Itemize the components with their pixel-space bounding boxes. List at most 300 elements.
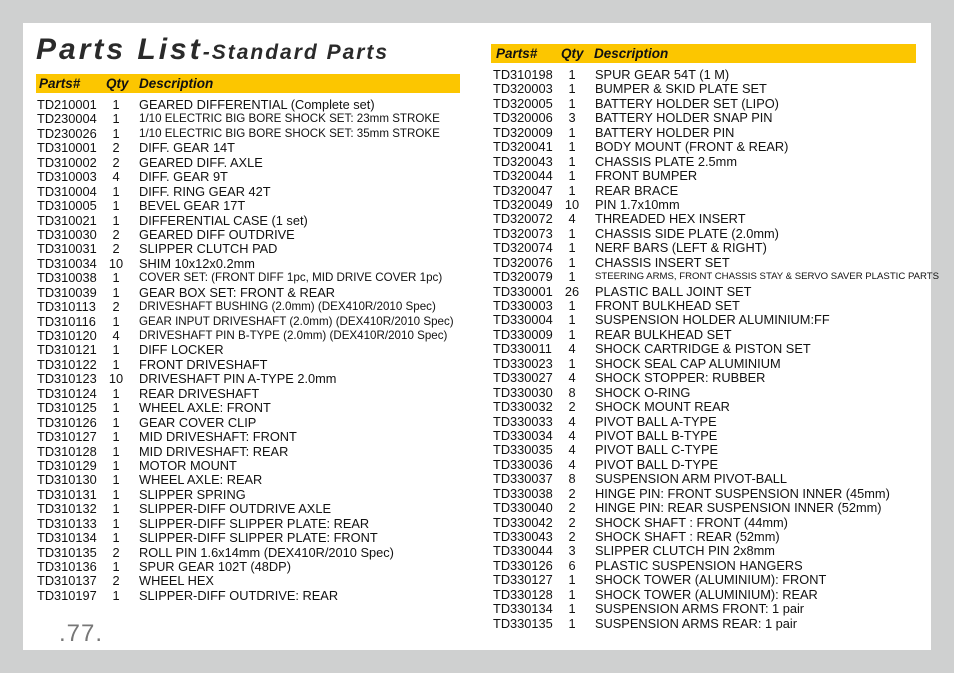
table-row [37,502,467,516]
table-row [37,127,467,141]
header-qty: Qty [561,46,584,61]
part-qty: 1 [568,182,576,198]
part-qty: 1 [568,95,576,111]
table-row [493,241,923,255]
part-description: SHIM 10x12x0.2mm [139,255,255,271]
part-number: TD330126 [493,557,553,573]
table-row [37,387,467,401]
part-qty: 1 [568,601,576,617]
table-row [493,544,923,558]
part-description: CHASSIS INSERT SET [595,254,730,270]
part-number: TD310128 [37,443,97,459]
part-number: TD310031 [37,241,97,257]
header-description: Description [594,46,669,61]
table-row [493,487,923,501]
table-row [493,530,923,544]
part-number: TD310002 [37,154,97,170]
part-number: TD310198 [493,67,553,82]
table-row [493,357,923,371]
part-description: SUSPENSION ARMS REAR: 1 pair [595,615,797,631]
table-row [37,214,467,228]
part-qty: 26 [564,283,580,299]
part-number: TD330011 [493,341,552,357]
part-qty: 1 [568,298,576,313]
part-number: TD310001 [37,140,97,156]
part-qty: 4 [568,456,576,472]
table-row [493,198,923,212]
part-qty: 4 [568,341,576,357]
part-number: TD330038 [493,485,553,501]
part-qty: 2 [112,226,120,242]
part-qty: 4 [568,370,576,386]
part-number: TD320074 [493,240,553,256]
part-description: SHOCK TOWER (ALUMINIUM): FRONT [595,572,827,588]
table-row [37,257,467,271]
part-qty: 1 [568,153,576,169]
part-description: SLIPPER CLUTCH PIN 2x8mm [595,543,775,559]
part-description: HINGE PIN: REAR SUSPENSION INNER (52mm) [595,500,882,516]
table-row [37,372,467,386]
part-number: TD310003 [37,169,97,185]
part-number: TD310124 [37,385,97,401]
table-row [493,299,923,313]
part-description: SLIPPER-DIFF SLIPPER PLATE: REAR [139,515,370,531]
table-row [493,342,923,356]
part-qty: 10 [108,255,124,271]
part-qty: 1 [112,501,120,517]
part-number: TD320009 [493,124,553,140]
table-row [37,343,467,357]
part-qty: 1 [568,225,576,241]
part-qty: 1 [112,400,120,416]
part-number: TD330044 [493,543,553,559]
part-qty: 1 [112,97,120,112]
table-row [493,617,923,631]
part-description: HINGE PIN: FRONT SUSPENSION INNER (45mm) [595,485,890,501]
table-row [37,459,467,473]
part-qty: 1 [568,124,576,140]
part-description: DRIVESHAFT PIN B-TYPE (2.0mm) (DEX410R/2010 Spec) [139,329,448,342]
table-row [493,602,923,616]
part-number: TD210001 [37,97,97,112]
part-qty: 2 [112,140,120,156]
part-description: DRIVESHAFT PIN A-TYPE 2.0mm [139,371,337,387]
part-number: TD330001 [493,283,553,299]
part-description: GEARED DIFFERENTIAL (Complete set) [139,97,375,112]
table-row [493,169,923,183]
part-number: TD320072 [493,211,553,227]
part-number: TD310021 [37,212,97,228]
part-description: GEARED DIFF OUTDRIVE [139,226,295,242]
table-row [37,315,467,329]
part-qty: 1 [568,254,576,270]
part-description: GEARED DIFF. AXLE [139,154,263,170]
part-qty: 4 [568,442,576,458]
part-qty: 4 [112,328,120,343]
part-description: GEAR INPUT DRIVESHAFT (2.0mm) (DEX410R/2010 Spec) [139,314,454,328]
table-row [37,242,467,256]
part-description: FRONT DRIVESHAFT [139,356,268,372]
part-description: REAR BRACE [595,182,679,198]
part-qty: 4 [568,413,576,429]
part-number: TD230004 [37,111,97,127]
table-row [493,588,923,602]
part-number: TD310137 [37,573,97,589]
table-row [37,156,467,170]
part-number: TD320044 [493,168,553,184]
part-description: PIVOT BALL B-TYPE [595,427,718,443]
part-description: STEERING ARMS, FRONT CHASSIS STAY & SERVO SAVER PLASTIC PARTS [595,271,940,283]
left-table-header [36,74,460,93]
part-qty: 1 [112,429,120,445]
table-row [493,472,923,486]
part-qty: 8 [568,384,576,400]
part-qty: 1 [568,67,576,82]
part-qty: 10 [564,196,580,212]
page-title [36,35,389,65]
table-row [37,401,467,415]
part-description: GEAR BOX SET: FRONT & REAR [139,284,336,300]
part-number: TD330004 [493,312,553,328]
part-description: BUMPER & SKID PLATE SET [595,81,767,97]
part-description: GEAR COVER CLIP [139,414,257,430]
table-row [37,517,467,531]
part-description: REAR BULKHEAD SET [595,326,732,342]
part-number: TD330042 [493,514,553,530]
part-qty: 1 [112,443,120,459]
table-row [493,516,923,530]
table-row [37,531,467,545]
part-description: MID DRIVESHAFT: FRONT [139,429,297,445]
table-row [37,560,467,574]
table-row [37,199,467,213]
part-description: FRONT BUMPER [595,168,698,184]
part-number: TD330033 [493,413,553,429]
part-description: CHASSIS PLATE 2.5mm [595,153,737,169]
part-description: SLIPPER-DIFF OUTDRIVE AXLE [139,501,331,517]
table-row [493,559,923,573]
part-qty: 1 [568,168,576,184]
table-row [37,98,467,112]
part-qty: 1 [568,81,576,97]
part-qty: 1 [568,240,576,256]
part-number: TD310005 [37,198,97,214]
part-qty: 2 [112,154,120,170]
table-row [37,574,467,588]
part-qty: 1 [112,111,120,127]
part-qty: 2 [112,299,120,315]
part-number: TD320076 [493,254,553,270]
part-description: SHOCK SEAL CAP ALUMINIUM [595,355,781,371]
part-number: TD310030 [37,226,97,242]
part-description: DIFF. GEAR 9T [139,169,228,185]
table-row [37,329,467,343]
part-description: DRIVESHAFT BUSHING (2.0mm) (DEX410R/2010 Spec) [139,300,436,314]
table-row [493,212,923,226]
table-row [493,97,923,111]
part-number: TD320049 [493,196,553,212]
table-row [37,185,467,199]
part-qty: 1 [568,326,576,342]
part-description: PIVOT BALL C-TYPE [595,442,719,458]
part-number: TD310120 [37,328,97,343]
part-qty: 2 [112,241,120,257]
table-row [37,112,467,126]
title-main: Parts List [36,33,203,66]
part-number: TD330034 [493,427,553,443]
part-description: BATTERY HOLDER SNAP PIN [595,110,773,126]
part-qty: 1 [112,198,120,214]
part-qty: 4 [112,169,120,185]
part-qty: 1 [112,414,120,430]
right-table-header [491,44,916,63]
right-parts-list [493,67,940,631]
table-row [493,227,923,241]
part-qty: 1 [112,270,120,286]
part-description: DIFF LOCKER [139,342,224,358]
part-number: TD310130 [37,472,97,488]
part-description: SHOCK SHAFT : REAR (52mm) [595,529,780,544]
table-row [493,285,923,299]
part-qty: 1 [112,125,120,141]
table-row [37,170,467,184]
part-number: TD330030 [493,384,553,400]
part-number: TD330023 [493,355,553,371]
table-row [493,155,923,169]
part-qty: 1 [568,269,576,285]
part-number: TD310133 [37,515,97,531]
part-number: TD310125 [37,400,97,416]
part-description: BODY MOUNT (FRONT & REAR) [595,139,789,155]
table-row [37,300,467,314]
part-qty: 1 [112,183,120,199]
table-row [493,429,923,443]
part-description: SLIPPER-DIFF SLIPPER PLATE: FRONT [139,530,378,546]
part-number: TD310116 [37,313,96,329]
part-description: BATTERY HOLDER PIN [595,124,735,140]
part-qty: 8 [568,471,576,487]
part-number: TD310034 [37,255,97,271]
table-row [493,313,923,327]
table-row [37,358,467,372]
table-row [493,573,923,587]
table-row [493,386,923,400]
part-description: SHOCK SHAFT : FRONT (44mm) [595,514,788,530]
part-number: TD330040 [493,500,553,516]
part-number: TD310039 [37,284,97,300]
part-number: TD320043 [493,153,553,169]
part-description: PIVOT BALL D-TYPE [595,456,719,472]
part-number: TD310038 [37,270,97,286]
table-row [493,501,923,515]
table-row [37,430,467,444]
part-description: SPUR GEAR 102T (48DP) [139,559,291,574]
part-number: TD330037 [493,471,553,487]
part-description: PLASTIC BALL JOINT SET [595,283,752,299]
table-row [37,473,467,487]
table-row [493,269,940,285]
part-description: SUSPENSION ARM PIVOT-BALL [595,471,788,487]
part-description: WHEEL AXLE: REAR [139,472,263,488]
part-qty: 1 [112,212,120,228]
part-number: TD320003 [493,81,553,97]
part-number: TD310113 [37,299,96,315]
table-row [493,443,923,457]
part-description: DIFFERENTIAL CASE (1 set) [139,212,308,228]
header-parts: Parts# [39,76,81,91]
part-number: TD330134 [493,601,553,617]
part-description: DIFF. RING GEAR 42T [139,183,271,199]
part-number: TD310129 [37,457,97,473]
part-description: SPUR GEAR 54T (1 M) [595,67,730,82]
part-qty: 1 [568,139,576,155]
part-qty: 1 [112,385,120,401]
part-qty: 1 [568,312,576,328]
part-description: 1/10 ELECTRIC BIG BORE SHOCK SET: 35mm STROKE [139,126,440,140]
part-number: TD330127 [493,572,553,588]
part-number: TD310122 [37,356,97,372]
part-description: FRONT BULKHEAD SET [595,298,740,313]
part-description: MID DRIVESHAFT: REAR [139,443,289,459]
part-number: TD310131 [37,486,97,502]
part-qty: 1 [112,559,120,574]
part-qty: 1 [568,572,576,588]
part-qty: 1 [112,313,120,329]
part-qty: 2 [568,529,576,544]
table-row [37,445,467,459]
part-qty: 1 [112,457,120,473]
part-qty: 10 [108,371,124,387]
table-row [37,271,467,285]
part-number: TD310134 [37,530,97,546]
part-description: MOTOR MOUNT [139,457,237,473]
table-row [493,68,923,82]
part-description: COVER SET: (FRONT DIFF 1pc, MID DRIVE COVER 1pc) [139,271,443,285]
part-qty: 1 [568,586,576,602]
part-number: TD320073 [493,225,553,241]
part-number: TD330128 [493,586,553,602]
header-qty: Qty [106,76,129,91]
part-description: SHOCK O-RING [595,384,691,400]
table-row [493,126,923,140]
part-number: TD310136 [37,559,97,574]
part-number: TD310121 [37,342,97,358]
part-number: TD310197 [37,587,97,603]
part-qty: 6 [568,557,576,573]
table-row [37,228,467,242]
part-description: SUSPENSION ARMS FRONT: 1 pair [595,601,805,617]
part-description: BATTERY HOLDER SET (LIPO) [595,95,779,111]
part-description: WHEEL AXLE: FRONT [139,400,271,416]
left-parts-list [37,98,467,603]
page-sheet [23,23,940,650]
part-description: PIN 1.7x10mm [595,196,680,212]
part-qty: 2 [568,500,576,516]
part-description: PLASTIC SUSPENSION HANGERS [595,557,803,573]
part-number: TD320005 [493,95,553,111]
part-number: TD330009 [493,326,553,342]
part-qty: 1 [568,355,576,371]
header-description: Description [139,76,214,91]
part-description: SUSPENSION HOLDER ALUMINIUM:FF [595,312,830,328]
part-description: REAR DRIVESHAFT [139,385,260,401]
part-number: TD330003 [493,298,553,313]
part-description: DIFF. GEAR 14T [139,140,235,156]
part-qty: 4 [568,211,576,227]
part-number: TD310127 [37,429,97,445]
table-row [493,328,923,342]
part-number: TD320041 [493,139,553,155]
part-number: TD310004 [37,183,97,199]
part-description: ROLL PIN 1.6x14mm (DEX410R/2010 Spec) [139,544,394,560]
table-row [493,371,923,385]
part-description: SHOCK CARTRIDGE & PISTON SET [595,341,811,357]
part-number: TD310126 [37,414,97,430]
part-qty: 1 [112,356,120,372]
part-qty: 1 [112,472,120,488]
part-qty: 2 [568,399,576,415]
part-qty: 1 [112,342,120,358]
part-qty: 2 [568,514,576,530]
part-description: NERF BARS (LEFT & RIGHT) [595,240,767,256]
part-qty: 1 [568,615,576,631]
part-description: BEVEL GEAR 17T [139,198,246,214]
table-row [37,589,467,603]
table-row [493,111,923,125]
table-row [493,256,923,270]
table-row [493,184,923,198]
part-description: 1/10 ELECTRIC BIG BORE SHOCK SET: 23mm STROKE [139,112,440,126]
table-row [37,546,467,560]
page-number: .77. [59,620,104,647]
part-number: TD320047 [493,182,553,198]
part-qty: 1 [112,587,120,603]
header-parts: Parts# [496,46,538,61]
part-number: TD330135 [493,615,553,631]
table-row [493,140,923,154]
part-description: PIVOT BALL A-TYPE [595,413,717,429]
part-description: CHASSIS SIDE PLATE (2.0mm) [595,225,779,241]
part-description: SHOCK MOUNT REAR [595,399,730,415]
part-qty: 1 [112,284,120,300]
part-description: THREADED HEX INSERT [595,211,746,227]
part-qty: 2 [112,544,120,560]
part-number: TD310132 [37,501,97,517]
table-row [493,400,923,414]
part-qty: 1 [112,530,120,546]
part-description: SLIPPER CLUTCH PAD [139,241,278,257]
part-qty: 2 [568,485,576,501]
part-qty: 4 [568,427,576,443]
title-sub: Standard Parts [211,41,390,64]
part-number: TD330035 [493,442,553,458]
part-description: SLIPPER SPRING [139,486,246,502]
table-row [37,141,467,155]
part-description: SLIPPER-DIFF OUTDRIVE: REAR [139,587,339,603]
part-number: TD330043 [493,529,553,544]
table-row [37,286,467,300]
part-number: TD320079 [493,269,553,285]
part-number: TD330027 [493,370,553,386]
table-row [37,488,467,502]
part-number: TD320006 [493,110,553,126]
part-description: WHEEL HEX [139,573,214,589]
table-row [493,458,923,472]
part-number: TD330036 [493,456,553,472]
table-row [493,82,923,96]
title-dash: - [202,41,212,64]
part-number: TD230026 [37,125,97,141]
